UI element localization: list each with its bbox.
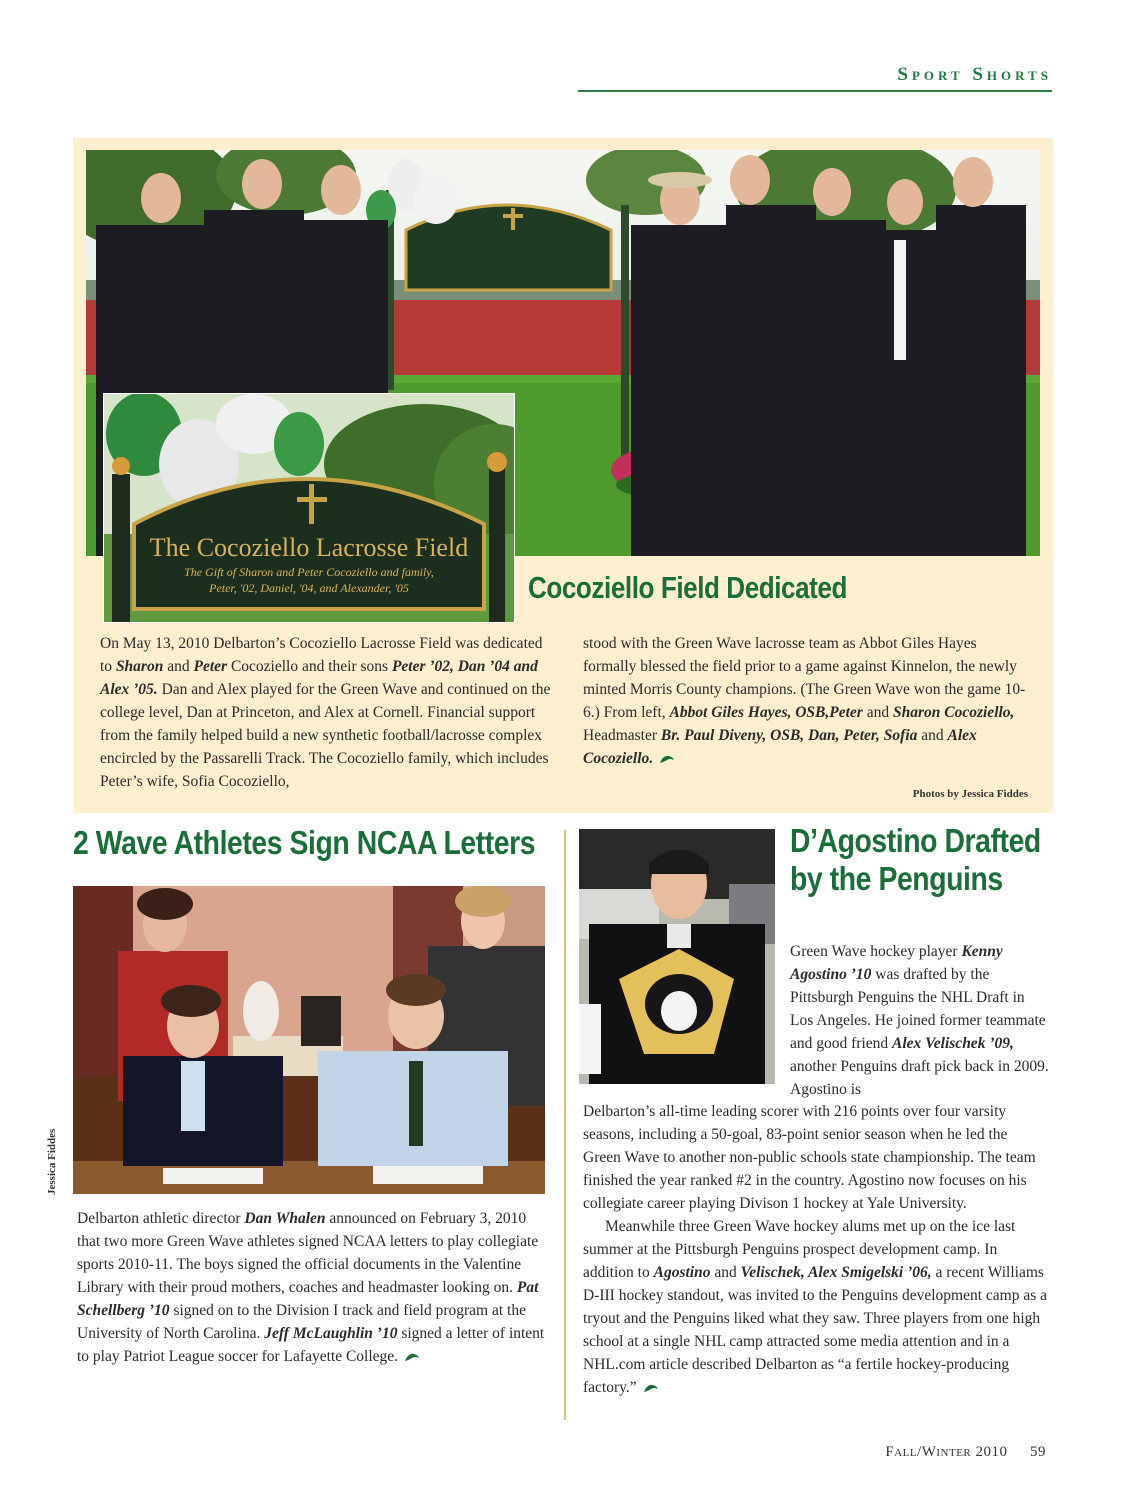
sign-line-3: Peter, '02, Daniel, '04, and Alexander, '05: [209, 581, 409, 595]
sign-line-2: The Gift of Sharon and Peter Cocoziello and family,: [184, 565, 434, 579]
article2-body: Delbarton athletic director Dan Whalen announced on February 3, 2010 that two more Green Wave athletes signed NCAA letters to play collegiate sports 2010-11. The boys signed the official documents in the Valentine Library with their proud mothers, coaches and headmaster looking on. Pat Schellberg ’10 signed on to the Division I track and field program at the University of North Carolina. Jeff McLaughlin ’10 signed a letter of intent to play Patriot League soccer for Lafayette College.: [77, 1210, 545, 1365]
issue-label: Fall/Winter 2010: [885, 1444, 1008, 1460]
wave-end-icon: [643, 1383, 659, 1393]
article3-paragraph-2: Meanwhile three Green Wave hockey alums met up on the ice last summer at the Pittsburgh Penguins prospect development camp. In addition to Agostino and Velischek, Alex Smigelski ’06, a recent Williams D-III hockey standout, was invited to the Penguins development camp as a tryout and the Penguins liked what they saw. Three players from one high school at a single NHL camp attracted some media attention and in a NHL.com article described Delbarton as “a fertile hockey-producing factory.”: [583, 1218, 1048, 1396]
article3-paragraph-1: Delbarton’s all-time leading scorer with 216 points over four varsity seasons, including a 50-goal, 83-point senior season when he led the Green Wave to another non-public schools state championship. The team finished the year ranked #2 in the country. Agostino now focuses on his collegiate career playing Divison 1 hockey at Yale University.: [583, 1103, 1036, 1212]
article1-headline: Cocoziello Field Dedicated: [528, 570, 847, 605]
sign-line-1: The Cocoziello Lacrosse Field: [149, 533, 469, 562]
sign-text: [134, 532, 484, 596]
column-divider: [564, 830, 566, 1420]
article1-column-2: stood with the Green Wave lacrosse team as Abbot Giles Hayes formally blessed the field prior to a game against Kinnelon, the newly minted Morris County champions. (The Green Wave won the game 10-6.) From left, Abbot Giles Hayes, OSB,Peter and Sharon Cocoziello, Headmaster Br. Paul Diveny, OSB, Dan, Peter, Sofia and Alex Cocoziello.: [583, 635, 1026, 767]
article3-headline-line-2: by the Penguins: [790, 860, 1003, 897]
article3-headline-line-1: D’Agostino Drafted: [790, 822, 1041, 859]
page-footer: [885, 1444, 1046, 1461]
article2-photo-credit: Jessica Fiddes: [46, 1128, 58, 1195]
article1-column-1: On May 13, 2010 Delbarton’s Cocoziello Lacrosse Field was dedicated to Sharon and Peter Cocoziello and their sons Peter ’02, Dan ’04 and Alex ’05. Dan and Alex played for the Green Wave and continued on the college level, Dan at Princeton, and Alex at Cornell. Financial support from the family helped build a new synthetic football/lacrosse complex encircled by the Passarelli Track. The Cocoziello family, which includes Peter’s wife, Sofia Cocoziello,: [100, 635, 551, 790]
header-rule: [578, 90, 1052, 92]
article1-photo-credit: Photos by Jessica Fiddes: [912, 788, 1028, 800]
signing-photo: [73, 886, 545, 1194]
article3-intro: Green Wave hockey player Kenny Agostino ’10 was drafted by the Pittsburgh Penguins the NHL Draft in Los Angeles. He joined former teammate and good friend Alex Velischek ’09, another Penguins draft pick back in 2009. Agostino is: [790, 943, 1049, 1098]
sign-closeup-photo: [103, 393, 515, 623]
article2-headline: 2 Wave Athletes Sign NCAA Letters: [73, 824, 536, 861]
section-label: Sport Shorts: [897, 64, 1052, 85]
page-number: 59: [1030, 1444, 1046, 1460]
penguins-photo: [579, 829, 775, 1084]
wave-end-icon: [659, 754, 675, 764]
article3-body: [583, 1100, 1048, 1399]
wave-end-icon: [404, 1352, 420, 1362]
article3-headline: [790, 822, 1041, 898]
